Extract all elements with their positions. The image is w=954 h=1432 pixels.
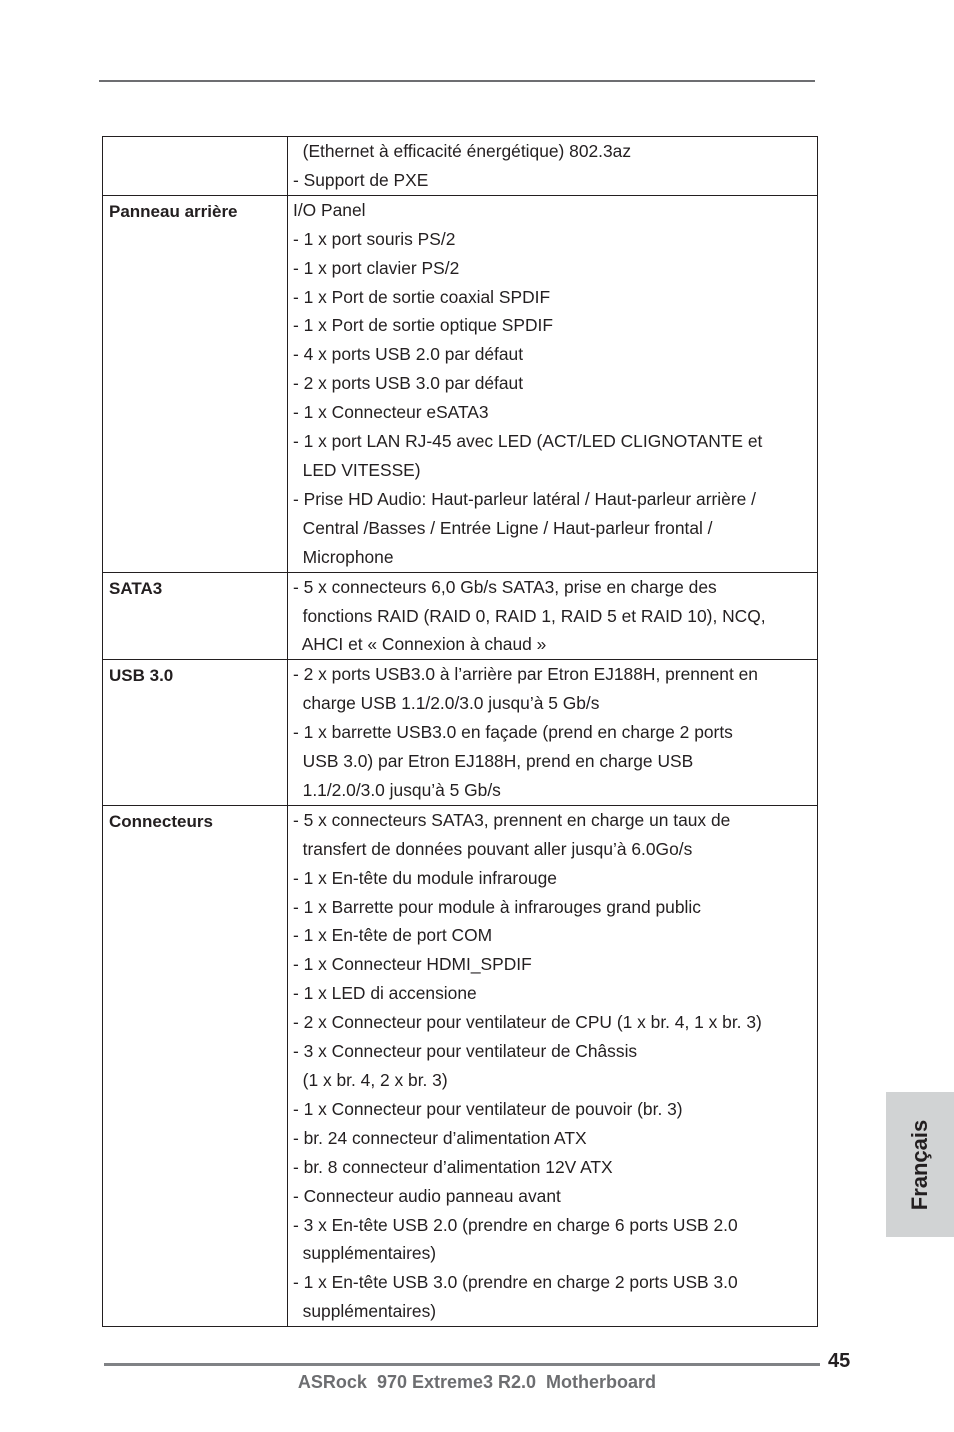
spec-line: - 3 x Connecteur pour ventilateur de Châssis [293, 1041, 638, 1062]
spec-line: Microphone [293, 546, 394, 567]
spec-line: - 3 x En-tête USB 2.0 (prendre en charge 6 ports USB 2.0 [293, 1214, 738, 1235]
spec-table-body [103, 137, 818, 1327]
spec-label: USB 3.0 [103, 660, 288, 806]
spec-line: - 2 x ports USB3.0 à l’arrière par Etron EJ188H, prennent en [293, 664, 758, 685]
spec-line: (1 x br. 4, 2 x br. 3) [293, 1070, 448, 1090]
spec-content [288, 137, 818, 196]
spec-line: transfert de données pouvant aller jusqu’à 6.0Go/s [293, 838, 693, 859]
footer-title: ASRock 970 Extreme3 R2.0 Motherboard [297, 1372, 657, 1392]
spec-line: - br. 24 connecteur d’alimentation ATX [293, 1127, 587, 1148]
spec-content [288, 195, 818, 572]
spec-line: - 1 x port LAN RJ-45 avec LED (ACT/LED CLIGNOTANTE et [293, 431, 763, 452]
spec-line: (Ethernet à efficacité énergétique) 802.3az [293, 141, 632, 161]
spec-line: charge USB 1.1/2.0/3.0 jusqu’à 5 Gb/s [293, 693, 600, 714]
spec-row [103, 805, 818, 1326]
spec-line: - 1 x Port de sortie optique SPDIF [293, 315, 554, 336]
spec-label: Panneau arrière [103, 195, 288, 572]
page-number: 45 [828, 1350, 851, 1372]
spec-table [102, 136, 818, 1327]
spec-line: - 1 x LED di accensione [293, 983, 477, 1004]
spec-line: - 1 x barrette USB3.0 en façade (prend en charge 2 ports [293, 722, 733, 743]
spec-row [103, 137, 818, 196]
spec-content [288, 805, 818, 1326]
spec-line: AHCI et « Connexion à chaud » [293, 634, 547, 655]
spec-line: - 1 x Connecteur pour ventilateur de pouvoir (br. 3) [293, 1098, 683, 1119]
spec-line: - Support de PXE [293, 169, 429, 190]
spec-content [288, 572, 818, 660]
spec-label [103, 137, 288, 196]
spec-row [103, 195, 818, 572]
spec-line: Central /Basses / Entrée Ligne / Haut-parleur frontal / [293, 517, 713, 538]
spec-line: - 1 x port souris PS/2 [293, 228, 456, 249]
spec-label: SATA3 [103, 572, 288, 660]
spec-line: - 1 x Barrette pour module à infrarouges grand public [293, 896, 701, 917]
spec-line: LED VITESSE) [293, 459, 421, 480]
spec-line: - 1 x port clavier PS/2 [293, 257, 460, 278]
spec-line: - Connecteur audio panneau avant [293, 1185, 561, 1206]
spec-line: - 1 x En-tête USB 3.0 (prendre en charge 2 ports USB 3.0 [293, 1272, 738, 1293]
language-tab [886, 1092, 954, 1237]
spec-line: supplémentaires) [293, 1243, 437, 1264]
spec-content [288, 660, 818, 806]
spec-row [103, 572, 818, 660]
top-rule [99, 80, 815, 82]
spec-line: - Prise HD Audio: Haut-parleur latéral / Haut-parleur arrière / [293, 488, 756, 509]
spec-line: fonctions RAID (RAID 0, RAID 1, RAID 5 et RAID 10), NCQ, [293, 605, 766, 626]
spec-line: - 1 x En-tête du module infrarouge [293, 867, 557, 888]
spec-line: - 5 x connecteurs SATA3, prennent en charge un taux de [293, 809, 731, 830]
spec-line: - 1 x Connecteur HDMI_SPDIF [293, 954, 532, 975]
spec-line: supplémentaires) [293, 1301, 437, 1322]
spec-line: - 1 x En-tête de port COM [293, 925, 493, 946]
spec-line: USB 3.0) par Etron EJ188H, prend en charge USB [293, 751, 694, 772]
spec-label: Connecteurs [103, 805, 288, 1326]
bottom-rule [104, 1363, 820, 1366]
spec-line: - 2 x ports USB 3.0 par défaut [293, 373, 524, 394]
spec-line: 1.1/2.0/3.0 jusqu’à 5 Gb/s [293, 779, 501, 800]
language-tab-label: Français [907, 1119, 932, 1210]
spec-line: - 4 x ports USB 2.0 par défaut [293, 344, 524, 365]
spec-line: - 2 x Connecteur pour ventilateur de CPU (1 x br. 4, 1 x br. 3) [293, 1012, 762, 1033]
spec-row [103, 660, 818, 806]
spec-line: - br. 8 connecteur d’alimentation 12V ATX [293, 1156, 613, 1177]
spec-line: I/O Panel [293, 199, 366, 220]
spec-line: - 5 x connecteurs 6,0 Gb/s SATA3, prise en charge des [293, 576, 717, 597]
spec-line: - 1 x Port de sortie coaxial SPDIF [293, 286, 551, 307]
spec-line: - 1 x Connecteur eSATA3 [293, 402, 489, 423]
